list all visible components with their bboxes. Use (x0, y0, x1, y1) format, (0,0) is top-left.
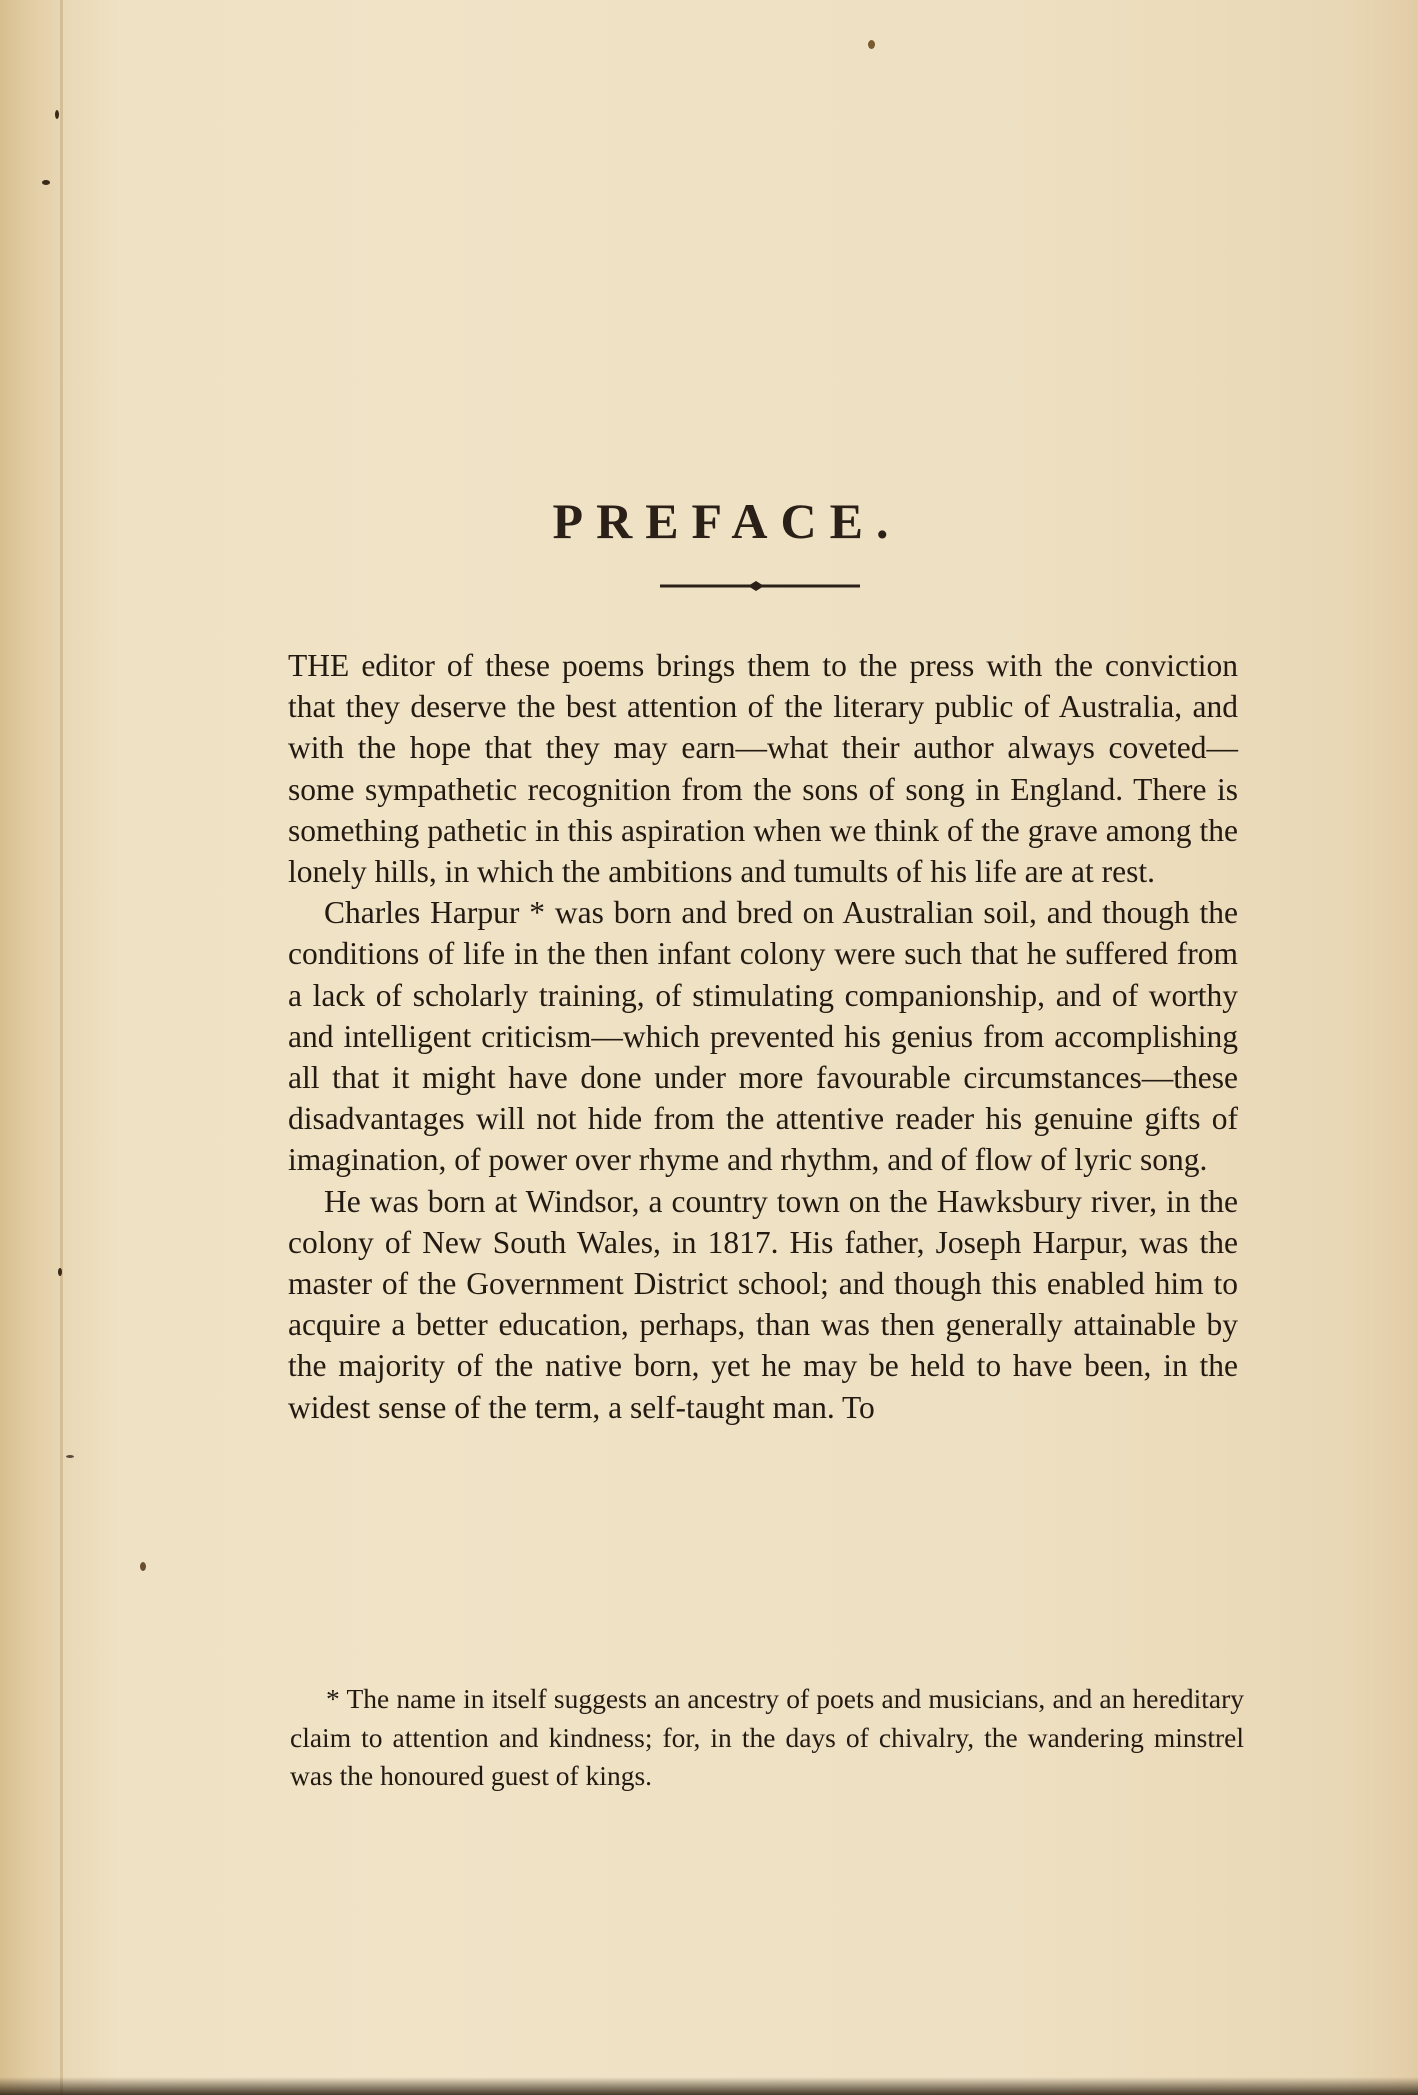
paper-speck (66, 1455, 74, 1458)
paper-speck (58, 1268, 62, 1276)
paper-speck (55, 110, 59, 119)
preface-body (288, 645, 1238, 1428)
footnote (290, 1680, 1244, 1796)
page-gutter (60, 0, 63, 2095)
paper-speck (140, 1562, 146, 1571)
ornament-divider-icon (660, 580, 860, 592)
paper-speck (868, 40, 875, 49)
page-bottom-edge (0, 2077, 1418, 2095)
paragraph-3: He was born at Windsor, a country town on the Hawksbury river, in the colony of New South Wales, in 1817. His father, Joseph Harpur, was the master of the Government District school; and though this enabled him to acquire a better education, perhaps, than was then generally attainable by the majority of the native born, yet he may be held to have been, in the widest sense of the term, a self-taught man. To (288, 1183, 1238, 1425)
paragraph-1: THE editor of these poems brings them to the press with the conviction that they deserve the best attention of the literary public of Australia, and with the hope that they may earn—what their author always coveted—some sympathetic recognition from the sons of song in England. There is something pathetic in this aspiration when we think of the grave among the lonely hills, in which the ambitions and tumults of his life are at rest. (288, 648, 1238, 890)
paragraph-2: Charles Harpur * was born and bred on Australian soil, and though the conditions of life in the then infant colony were such that he suffered from a lack of scholarly training, of stimulating companionship, and of worthy and intelligent criticism—which prevented his genius from accomplishing all that it might have done under more favourable circumstances—these disadvantages will not hide from the attentive reader his genuine gifts of imagination, of power over rhyme and rhythm, and of flow of lyric song. (288, 895, 1238, 1178)
paper-speck (42, 180, 50, 185)
page-title: PREFACE. (552, 492, 902, 549)
footnote-text: * The name in itself suggests an ancestry of poets and musicians, and an hereditary claim to attention and kindness; for, in the days of chivalry, the wandering minstrel was the honoured guest of kings. (290, 1683, 1244, 1791)
